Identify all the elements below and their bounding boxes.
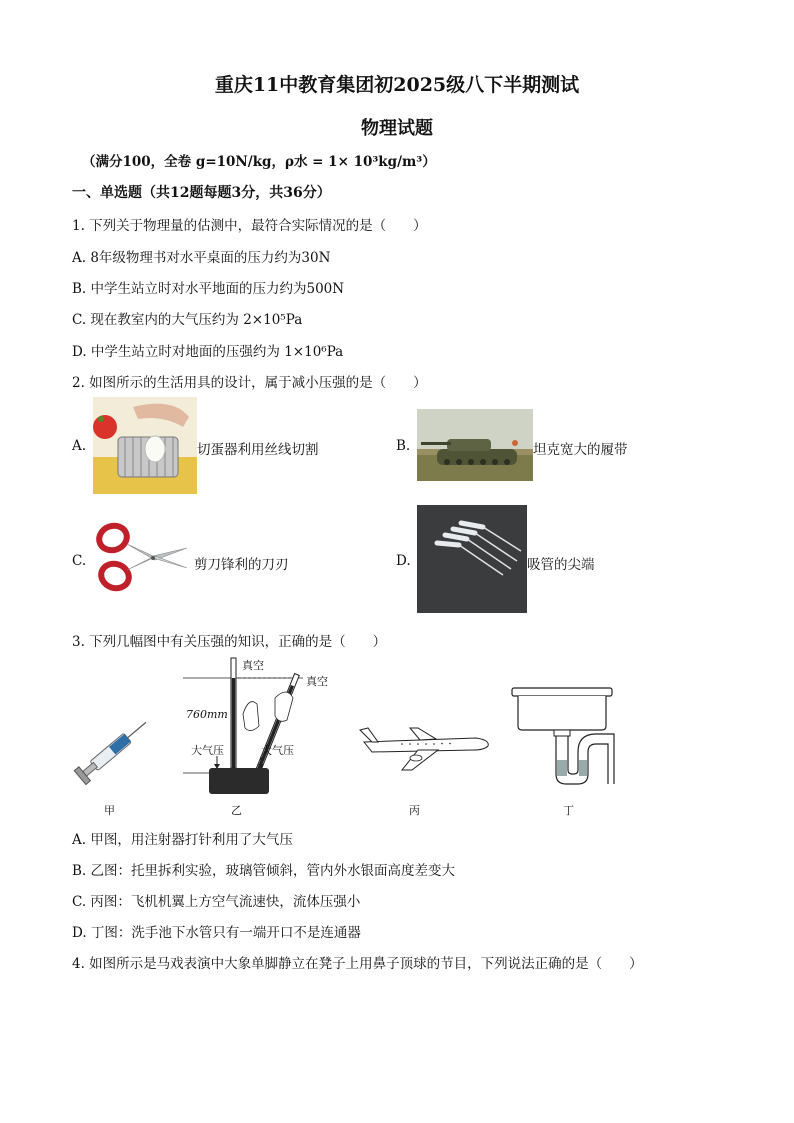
q3-option-c: C. 丙图：飞机机翼上方空气流速快，流体压强小: [72, 894, 361, 910]
label-vacuum-2: 真空: [306, 675, 328, 688]
q2-option-a-caption: 切蛋器利用丝线切割: [197, 442, 319, 458]
page-title: 重庆11中教育集团初2025级八下半期测试: [214, 74, 580, 96]
exam-note: （满分100，全卷 g=10N/kg，ρ水 = 1× 10³kg/m³）: [82, 154, 436, 170]
label-vacuum-1: 真空: [242, 659, 264, 672]
section-heading: 一、单选题（共12题每题3分，共36分）: [72, 185, 331, 201]
q3-option-d: D. 丁图：洗手池下水管只有一端开口不是连通器: [72, 925, 361, 941]
q1-option-d: D. 中学生站立时对地面的压强约为 1×10⁶Pa: [72, 344, 344, 360]
tank-image: [417, 409, 533, 481]
q1-option-b: B. 中学生站立时对水平地面的压力约为500N: [72, 281, 345, 297]
q2-option-c-letter: C.: [72, 553, 87, 569]
straws-image: [417, 505, 527, 613]
q2-option-b-caption: 坦克宽大的履带: [533, 442, 628, 458]
q2-stem: 2. 如图所示的生活用具的设计，属于减小压强的是（ ）: [72, 375, 427, 391]
q2-option-b-letter: B.: [396, 438, 411, 454]
q2-option-c-caption: 剪刀锋利的刀刃: [194, 557, 289, 573]
label-height-760mm: 760mm: [186, 708, 228, 721]
label-atm-2: 大气压: [261, 744, 294, 757]
q3-option-a: A. 甲图，用注射器打针利用了大气压: [72, 832, 293, 848]
q3-stem: 3. 下列几幅图中有关压强的知识，正确的是（ ）: [72, 634, 387, 650]
q4-stem: 4. 如图所示是马戏表演中大象单脚静立在凳子上用鼻子顶球的节目，下列说法正确的是（ ）: [72, 956, 643, 972]
egg-slicer-image: [93, 397, 197, 494]
figure-label-bing: 丙: [409, 804, 420, 817]
syringe-figure: [68, 708, 158, 792]
airplane-figure: [358, 720, 492, 772]
label-atm-1: 大气压: [191, 744, 224, 757]
q1-stem: 1. 下列关于物理量的估测中，最符合实际情况的是（ ）: [72, 218, 427, 234]
figure-label-yi: 乙: [231, 804, 242, 817]
q2-option-d-letter: D.: [396, 553, 411, 569]
q1-option-a: A. 8年级物理书对水平桌面的压力约为30N: [72, 250, 331, 266]
q2-option-d-caption: 吸管的尖端: [527, 557, 595, 573]
page-subtitle: 物理试题: [361, 118, 433, 139]
q3-option-b: B. 乙图：托里拆利实验，玻璃管倾斜，管内外水银面高度差变大: [72, 863, 456, 879]
figure-label-ding: 丁: [563, 804, 574, 817]
scissors-image: [93, 518, 191, 598]
q1-option-c: C. 现在教室内的大气压约为 2×10⁵Pa: [72, 312, 303, 328]
sink-drain-figure: [510, 686, 615, 790]
figure-label-jia: 甲: [104, 804, 115, 817]
q2-option-a-letter: A.: [72, 438, 87, 454]
